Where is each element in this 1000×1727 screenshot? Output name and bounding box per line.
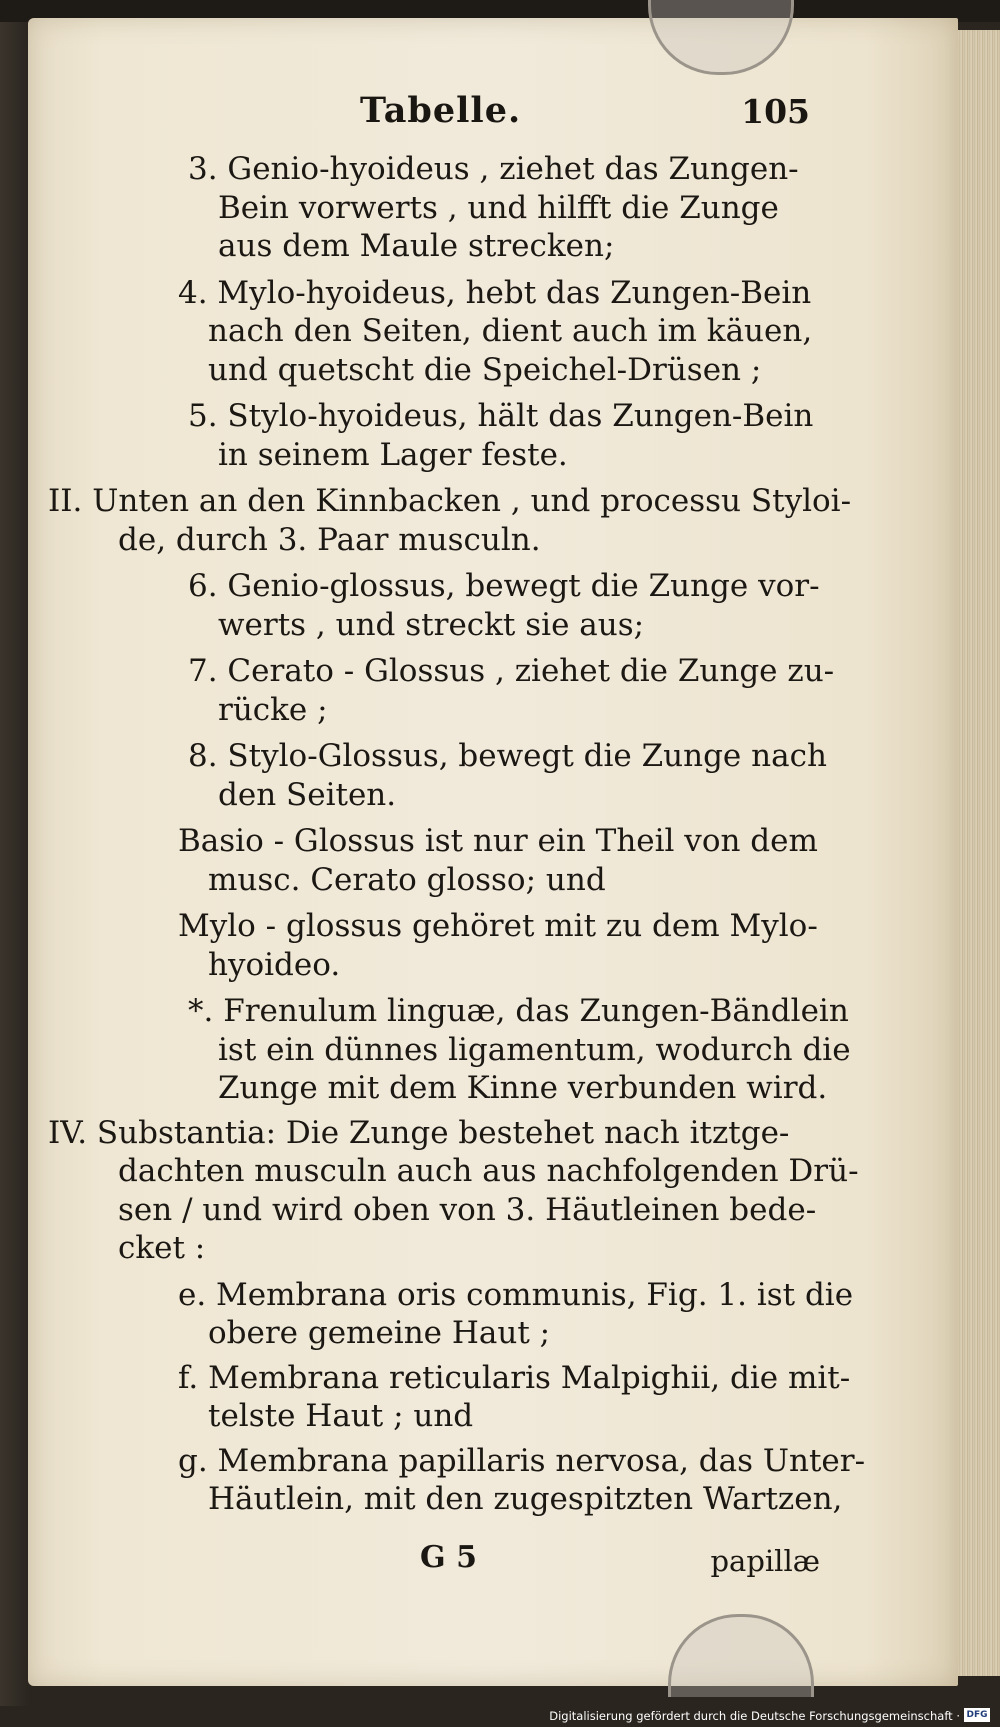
page-header (360, 90, 810, 140)
running-title: Tabelle. (360, 90, 522, 131)
catchword: papillæ (710, 1544, 820, 1578)
paragraph (48, 907, 818, 984)
text-line: g. Membrana papillaris nervosa, das Unter- (178, 1442, 866, 1479)
text-line: cket : (118, 1230, 206, 1266)
page-stack-edges (958, 30, 1000, 1676)
paragraph (48, 992, 851, 1108)
page-footer (420, 1540, 820, 1584)
text-line: Basio - Glossus ist nur ein Theil von dem (178, 823, 818, 859)
text-line: 3. Genio-hyoideus , ziehet das Zungen- (188, 151, 799, 187)
text-line: e. Membrana oris communis, Fig. 1. ist die (178, 1276, 854, 1313)
paragraph (48, 822, 818, 899)
text-line: werts , und streckt sie aus; (218, 606, 645, 643)
paragraph (48, 1276, 854, 1353)
paragraph (48, 737, 827, 814)
text-line: Mylo - glossus gehöret mit zu dem Mylo- (178, 908, 818, 944)
digitization-credit: Digitalisierung gefördert durch die Deutsche Forschungsgemeinschaft · (549, 1709, 960, 1723)
text-line: *. Frenulum linguæ, das Zungen-Bändlein (188, 993, 849, 1029)
page-number: 105 (741, 92, 810, 131)
paragraph (48, 652, 835, 729)
paragraph (48, 1114, 859, 1268)
text-line: telste Haut ; und (208, 1398, 474, 1434)
text-line: de, durch 3. Paar musculn. (118, 521, 541, 558)
text-line: 7. Cerato - Glossus , ziehet die Zunge zu- (188, 653, 835, 689)
text-line: 5. Stylo-hyoideus, hält das Zungen-Bein (188, 398, 814, 434)
paragraph (48, 274, 818, 390)
text-line: f. Membrana reticularis Malpighii, die mit- (178, 1359, 851, 1396)
text-line: hyoideo. (208, 946, 341, 983)
text-line: musc. Cerato glosso; und (208, 861, 606, 898)
text-line: Häutlein, mit den zugespitzten Wartzen, (208, 1481, 843, 1517)
text-line: 8. Stylo-Glossus, bewegt die Zunge nach (188, 738, 827, 774)
dfg-logo: DFG (964, 1708, 990, 1722)
paragraph (48, 150, 818, 266)
text-line: in seinem Lager feste. (218, 436, 568, 473)
text-line: sen / und wird oben von 3. Häutleinen bede- (118, 1191, 817, 1228)
paragraph (48, 397, 818, 474)
signature-mark: G 5 (420, 1540, 477, 1575)
text-line: II. Unten an den Kinnbacken , und processu Styloi- (48, 483, 852, 519)
text-line: dachten musculn auch aus nachfolgenden Drü- (118, 1153, 859, 1189)
text-line: 4. Mylo-hyoideus, hebt das Zungen-Bein (178, 274, 812, 311)
text-line: Zunge mit dem Kinne verbunden wird. (218, 1070, 828, 1106)
text-line: den Seiten. (218, 776, 397, 813)
text-line: 6. Genio-glossus, bewegt die Zunge vor- (188, 568, 820, 604)
text-line: IV. Substantia: Die Zunge bestehet nach itztge- (48, 1114, 790, 1151)
text-line: obere gemeine Haut ; (208, 1315, 551, 1351)
body-text (48, 150, 866, 1570)
text-line: und quetscht die Speichel-Drüsen ; (208, 351, 762, 388)
text-line: Bein vorwerts , und hilfft die Zunge (218, 189, 779, 226)
text-line: aus dem Maule strecken; (218, 228, 615, 264)
paragraph (48, 482, 852, 559)
paragraph (48, 1359, 851, 1436)
text-line: nach den Seiten, dient auch im käuen, (208, 313, 813, 349)
paragraph (48, 1442, 866, 1519)
paragraph (48, 567, 818, 644)
text-line: ist ein dünnes ligamentum, wodurch die (218, 1031, 851, 1068)
text-line: rücke ; (218, 691, 328, 728)
